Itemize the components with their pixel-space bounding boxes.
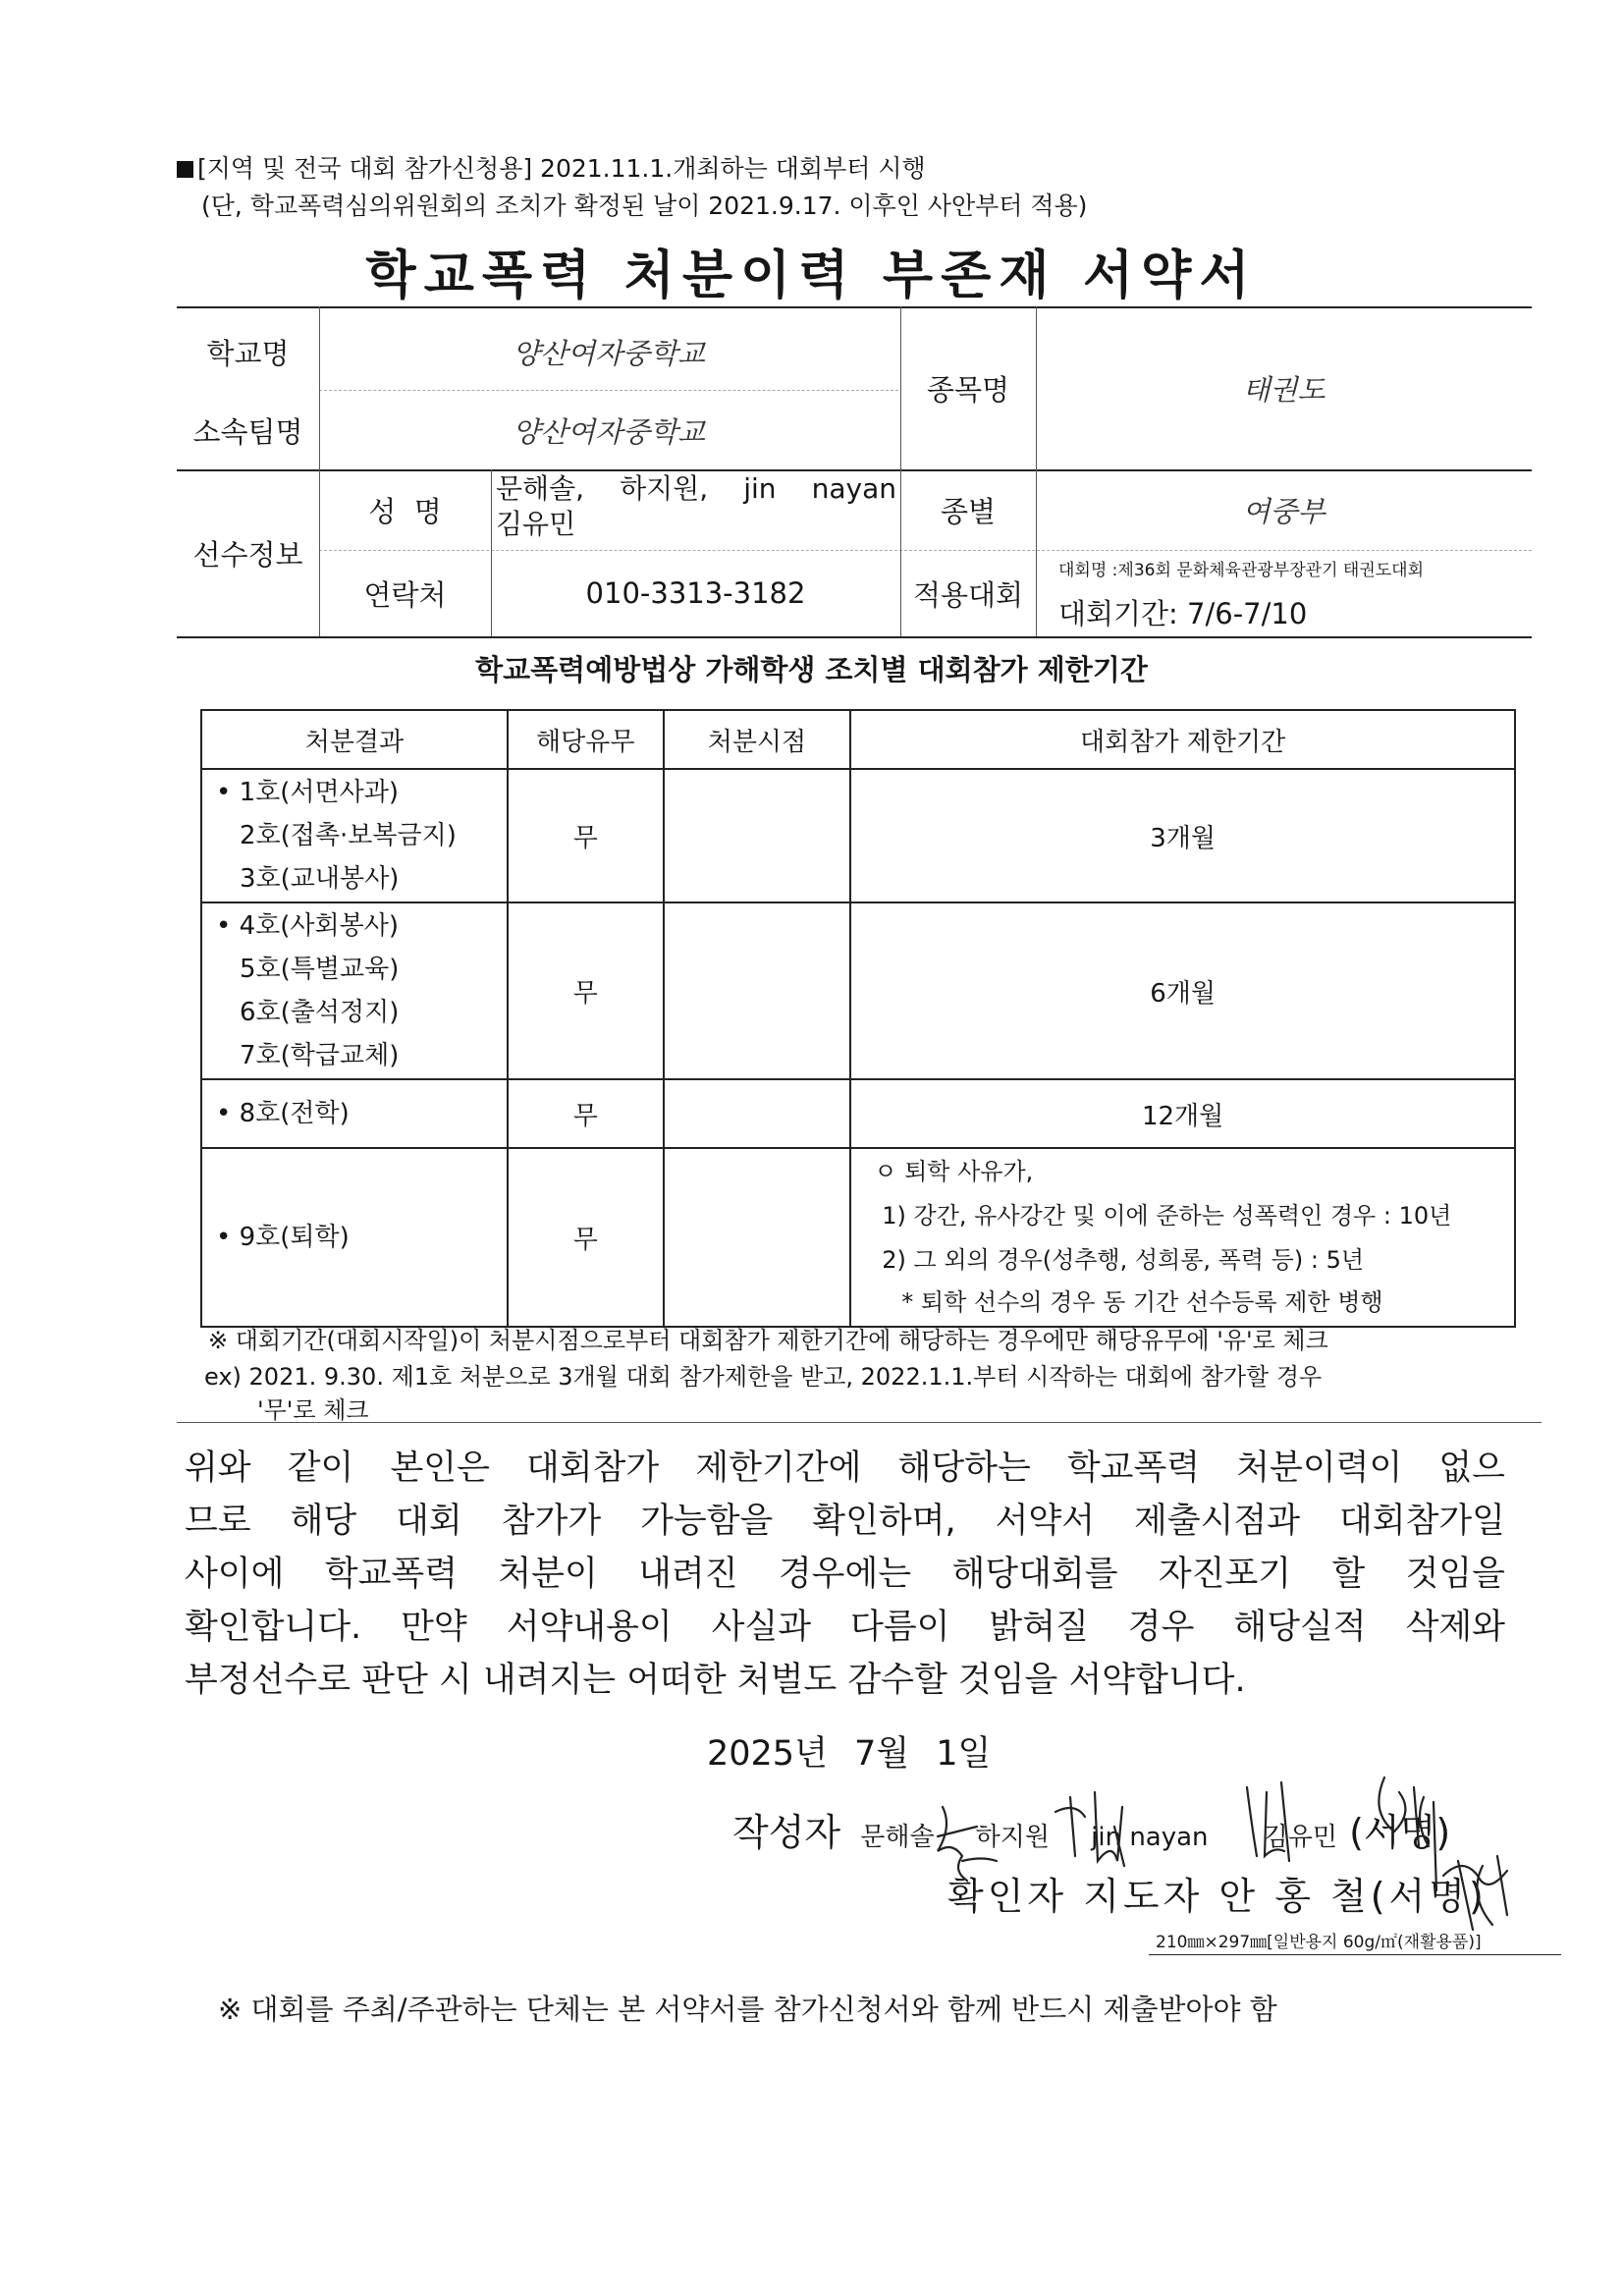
timing-cell	[664, 1079, 851, 1148]
team-value: 양산여자중학교	[512, 414, 706, 449]
notes-divider	[177, 1422, 1542, 1423]
result-item: 7호(학급교체)	[240, 1041, 400, 1070]
author-sign-label: (서명)	[1349, 1811, 1451, 1854]
applicable-cell: 무	[508, 769, 664, 902]
author-label: 작성자	[732, 1811, 841, 1854]
player-names-line-1: 문해솔, 하지원, jin nayan	[496, 472, 896, 505]
pledge-line: 위와 같이 본인은 대회참가 제한기간에 해당하는 학교폭력 처분이력이 없으	[185, 1449, 1505, 1488]
author-name: 김유민	[1263, 1823, 1337, 1852]
confirmer-sign-label: (서명)	[1370, 1875, 1488, 1918]
author-name: 하지원	[975, 1823, 1051, 1852]
header-result: 처분결과	[201, 710, 508, 769]
header-period: 대회참가 제한기간	[850, 710, 1515, 769]
team-label: 소속팀명	[192, 414, 303, 449]
school-value: 양산여자중학교	[512, 336, 706, 370]
author-name: 문해솔	[860, 1823, 935, 1852]
note-line-1: ※ 대회기간(대회시작일)이 처분시점으로부터 대회참가 제한기간에 해당하는 경우에만 해당유무에 '유'로 체크	[208, 1327, 1328, 1354]
event-period: 대회기간: 7/6-7/10	[1058, 597, 1308, 630]
note-line-2: ex) 2021. 9.30. 제1호 처분으로 3개월 대회 참가제한을 받고, 2022.1.1.부터 시작하는 대회에 참가할 경우	[204, 1363, 1323, 1391]
table-row	[201, 1079, 1515, 1148]
result-item: • 1호(서면사과)	[216, 778, 400, 807]
document-date: 2025년 7월 1일	[707, 1734, 992, 1774]
timing-cell	[664, 769, 851, 902]
player-names-line-2: 김유민	[496, 508, 576, 540]
notice-line-2: (단, 학교폭력심의위원회의 조치가 확정된 날이 2021.9.17. 이후인 사안부터 적용)	[201, 191, 1088, 220]
school-label: 학교명	[206, 336, 290, 370]
result-item: 2호(접촉·보복금지)	[240, 821, 457, 850]
period-cell: 3개월	[850, 769, 1515, 902]
restriction-subheading: 학교폭력예방법상 가해학생 조치별 대회참가 제한기간	[475, 653, 1148, 686]
restriction-table	[200, 709, 1516, 1328]
event-name: 대회명 :제36회 문화체육관광부장관기 태권도대회	[1058, 561, 1425, 580]
square-bullet-icon	[177, 161, 193, 178]
pledge-line: 므로 해당 대회 참가가 가능함을 확인하며, 서약서 제출시점과 대회참가일	[185, 1502, 1505, 1541]
event-label: 적용대회	[912, 577, 1024, 612]
author-name: jin nayan	[1091, 1823, 1209, 1852]
table-row	[201, 1148, 1515, 1327]
notice-line-1: [지역 및 전국 대회 참가신청용] 2021.11.1.개최하는 대회부터 시행	[177, 149, 926, 185]
info-bottom-border	[177, 636, 1532, 638]
player-names	[496, 471, 896, 542]
document-title: 학교폭력 처분이력 부존재 서약서	[365, 246, 1258, 305]
period-cell: 12개월	[850, 1079, 1515, 1148]
result-cell	[201, 902, 508, 1079]
period-cell: 6개월	[850, 902, 1515, 1079]
contact-label: 연락처	[363, 577, 447, 612]
result-cell	[201, 1079, 508, 1148]
period-line: 1) 강간, 유사강간 및 이에 준하는 성폭력인 경우 : 10년	[882, 1202, 1452, 1230]
result-item: 5호(특별교육)	[240, 955, 400, 984]
player-info-label: 선수정보	[192, 537, 303, 572]
paper-spec: 210㎜×297㎜[일반용지 60g/㎡(재활용품)]	[1156, 1933, 1482, 1952]
result-item: • 9호(퇴학)	[216, 1223, 350, 1252]
result-cell	[201, 1148, 508, 1327]
division-label: 종별	[940, 494, 997, 528]
division-value: 여중부	[1242, 494, 1325, 528]
header-applicable: 해당유무	[508, 710, 664, 769]
table-header-row	[201, 710, 1515, 769]
pledge-line: 사이에 학교폭력 처분이 내려진 경우에는 해당대회를 자진포기 할 것임을	[185, 1555, 1505, 1594]
timing-cell	[664, 902, 851, 1079]
applicable-cell: 무	[508, 902, 664, 1079]
applicable-cell: 무	[508, 1079, 664, 1148]
sport-label: 종목명	[926, 372, 1010, 407]
table-row	[201, 769, 1515, 902]
result-cell	[201, 769, 508, 902]
note-line-3: '무'로 체크	[257, 1396, 369, 1424]
period-line: ㅇ 퇴학 사유가,	[874, 1158, 1034, 1185]
footer-note: ※ 대회를 주최/주관하는 단체는 본 서약서를 참가신청서와 함께 반드시 제출받아야 함	[218, 1993, 1277, 2026]
applicable-cell: 무	[508, 1148, 664, 1327]
timing-cell	[664, 1148, 851, 1327]
table-row	[201, 902, 1515, 1079]
result-item: • 4호(사회봉사)	[216, 911, 400, 941]
header-timing: 처분시점	[664, 710, 851, 769]
handwritten-signatures-icon	[923, 1768, 1532, 1944]
result-item: • 8호(전학)	[216, 1099, 350, 1128]
sport-value: 태권도	[1242, 372, 1325, 407]
pledge-line: 확인합니다. 만약 서약내용이 사실과 다름이 밝혀질 경우 해당실적 삭제와	[185, 1608, 1505, 1647]
period-line: * 퇴학 선수의 경우 동 기간 선수등록 제한 병행	[901, 1288, 1383, 1316]
name-label: 성 명	[368, 494, 442, 528]
contact-value: 010-3313-3182	[585, 576, 806, 610]
confirmer-label: 확인자 지도자 안 홍 철	[947, 1875, 1371, 1918]
result-item: 3호(교내봉사)	[240, 864, 400, 894]
paper-spec-underline	[1149, 1954, 1561, 1955]
pledge-line: 부정선수로 판단 시 내려지는 어떠한 처벌도 감수할 것임을 서약합니다.	[185, 1661, 1246, 1700]
pledge-paragraph	[185, 1442, 1505, 1707]
period-line: 2) 그 외의 경우(성추행, 성희롱, 폭력 등) : 5년	[882, 1246, 1365, 1274]
result-item: 6호(출석정지)	[240, 998, 400, 1027]
period-cell	[850, 1148, 1515, 1327]
